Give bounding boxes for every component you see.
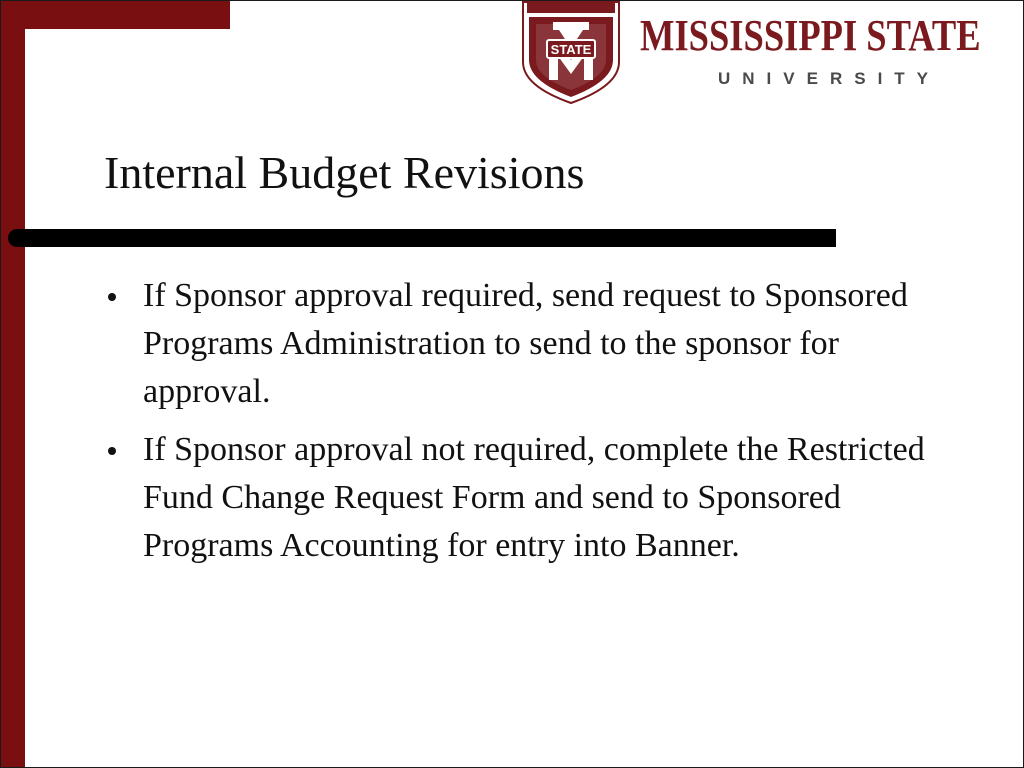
msu-shield-icon (520, 0, 622, 104)
list-item (104, 426, 944, 570)
bullet-icon (108, 447, 116, 455)
slide-title: Internal Budget Revisions (104, 147, 585, 198)
bullet-list (104, 272, 944, 580)
list-item (104, 272, 944, 416)
shield-label: STATE (550, 42, 592, 57)
bullet-text: If Sponsor approval not required, complete the Restricted Fund Change Request Form and send to Sponsored Programs Accounting for entry into Banner. (143, 431, 925, 564)
msu-logo (520, 0, 1020, 104)
title-divider (8, 229, 836, 247)
wordmark-university: UNIVERSITY (718, 69, 941, 88)
bullet-text: If Sponsor approval required, send request to Sponsored Programs Administration to send to the sponsor for approval. (143, 277, 908, 410)
bullet-icon (108, 293, 116, 301)
wordmark-mississippi-state: MISSISSIPPI STATE (640, 11, 981, 60)
